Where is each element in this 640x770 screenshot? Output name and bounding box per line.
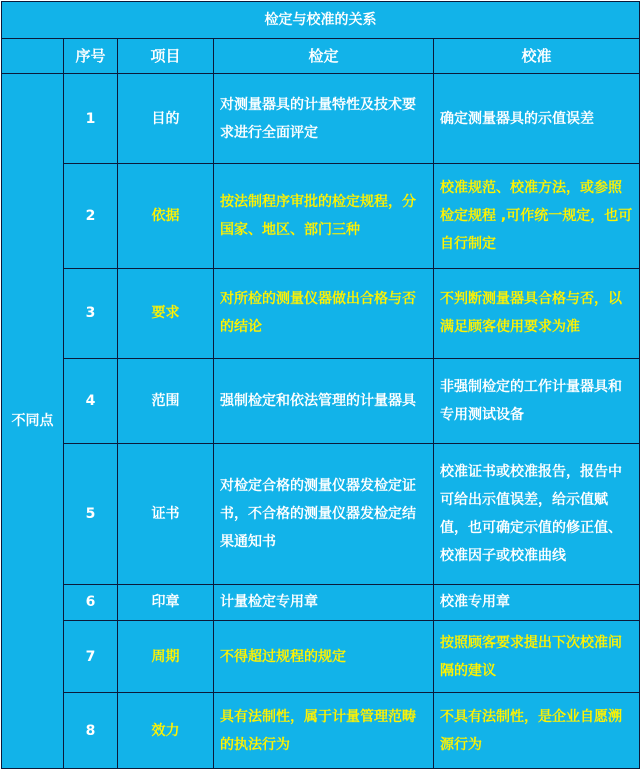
calibration-cell: 确定测量器具的示值误差 bbox=[434, 74, 640, 164]
verification-cell: 对所检的测量仪器做出合格与否的结论 bbox=[214, 268, 434, 359]
group-label: 不同点 bbox=[2, 74, 64, 769]
calibration-cell: 校准规范、校准方法，或参照检定规程 ,可作统一规定，也可自行制定 bbox=[434, 164, 640, 269]
table-row bbox=[2, 164, 640, 269]
row-item: 目的 bbox=[118, 74, 214, 164]
comparison-table-container bbox=[1, 1, 639, 769]
header-verification: 检定 bbox=[214, 39, 434, 74]
comparison-table bbox=[1, 1, 640, 769]
header-row bbox=[2, 39, 640, 74]
header-item: 项目 bbox=[118, 39, 214, 74]
verification-cell: 计量检定专用章 bbox=[214, 584, 434, 620]
row-item: 印章 bbox=[118, 584, 214, 620]
table-row bbox=[2, 443, 640, 584]
row-index: 8 bbox=[64, 693, 118, 769]
table-row bbox=[2, 268, 640, 359]
row-index: 4 bbox=[64, 359, 118, 444]
header-calibration: 校准 bbox=[434, 39, 640, 74]
row-index: 1 bbox=[64, 74, 118, 164]
verification-cell: 具有法制性，属于计量管理范畴的执法行为 bbox=[214, 693, 434, 769]
calibration-cell: 不具有法制性，是企业自愿溯源行为 bbox=[434, 693, 640, 769]
table-row bbox=[2, 359, 640, 444]
title-row bbox=[2, 2, 640, 39]
row-item: 效力 bbox=[118, 693, 214, 769]
calibration-cell: 校准专用章 bbox=[434, 584, 640, 620]
verification-cell: 不得超过规程的规定 bbox=[214, 620, 434, 692]
table-row bbox=[2, 74, 640, 164]
row-item: 周期 bbox=[118, 620, 214, 692]
row-index: 2 bbox=[64, 164, 118, 269]
row-index: 6 bbox=[64, 584, 118, 620]
row-index: 7 bbox=[64, 620, 118, 692]
calibration-cell: 按照顾客要求提出下次校准间隔的建议 bbox=[434, 620, 640, 692]
verification-cell: 对检定合格的测量仪器发检定证书，不合格的测量仪器发检定结果通知书 bbox=[214, 443, 434, 584]
table-row bbox=[2, 620, 640, 692]
header-index: 序号 bbox=[64, 39, 118, 74]
table-row bbox=[2, 584, 640, 620]
calibration-cell: 不判断测量器具合格与否，以满足顾客使用要求为准 bbox=[434, 268, 640, 359]
table-title: 检定与校准的关系 bbox=[2, 2, 640, 39]
verification-cell: 对测量器具的计量特性及技术要求进行全面评定 bbox=[214, 74, 434, 164]
calibration-cell: 非强制检定的工作计量器具和专用测试设备 bbox=[434, 359, 640, 444]
table-row bbox=[2, 693, 640, 769]
verification-cell: 强制检定和依法管理的计量器具 bbox=[214, 359, 434, 444]
row-item: 范围 bbox=[118, 359, 214, 444]
calibration-cell: 校准证书或校准报告，报告中可给出示值误差，给示值赋值，也可确定示值的修正值、校准因子或校准曲线 bbox=[434, 443, 640, 584]
row-item: 依据 bbox=[118, 164, 214, 269]
row-index: 5 bbox=[64, 443, 118, 584]
row-item: 要求 bbox=[118, 268, 214, 359]
row-index: 3 bbox=[64, 268, 118, 359]
row-item: 证书 bbox=[118, 443, 214, 584]
header-group bbox=[2, 39, 64, 74]
verification-cell: 按法制程序审批的检定规程，分国家、地区、部门三种 bbox=[214, 164, 434, 269]
